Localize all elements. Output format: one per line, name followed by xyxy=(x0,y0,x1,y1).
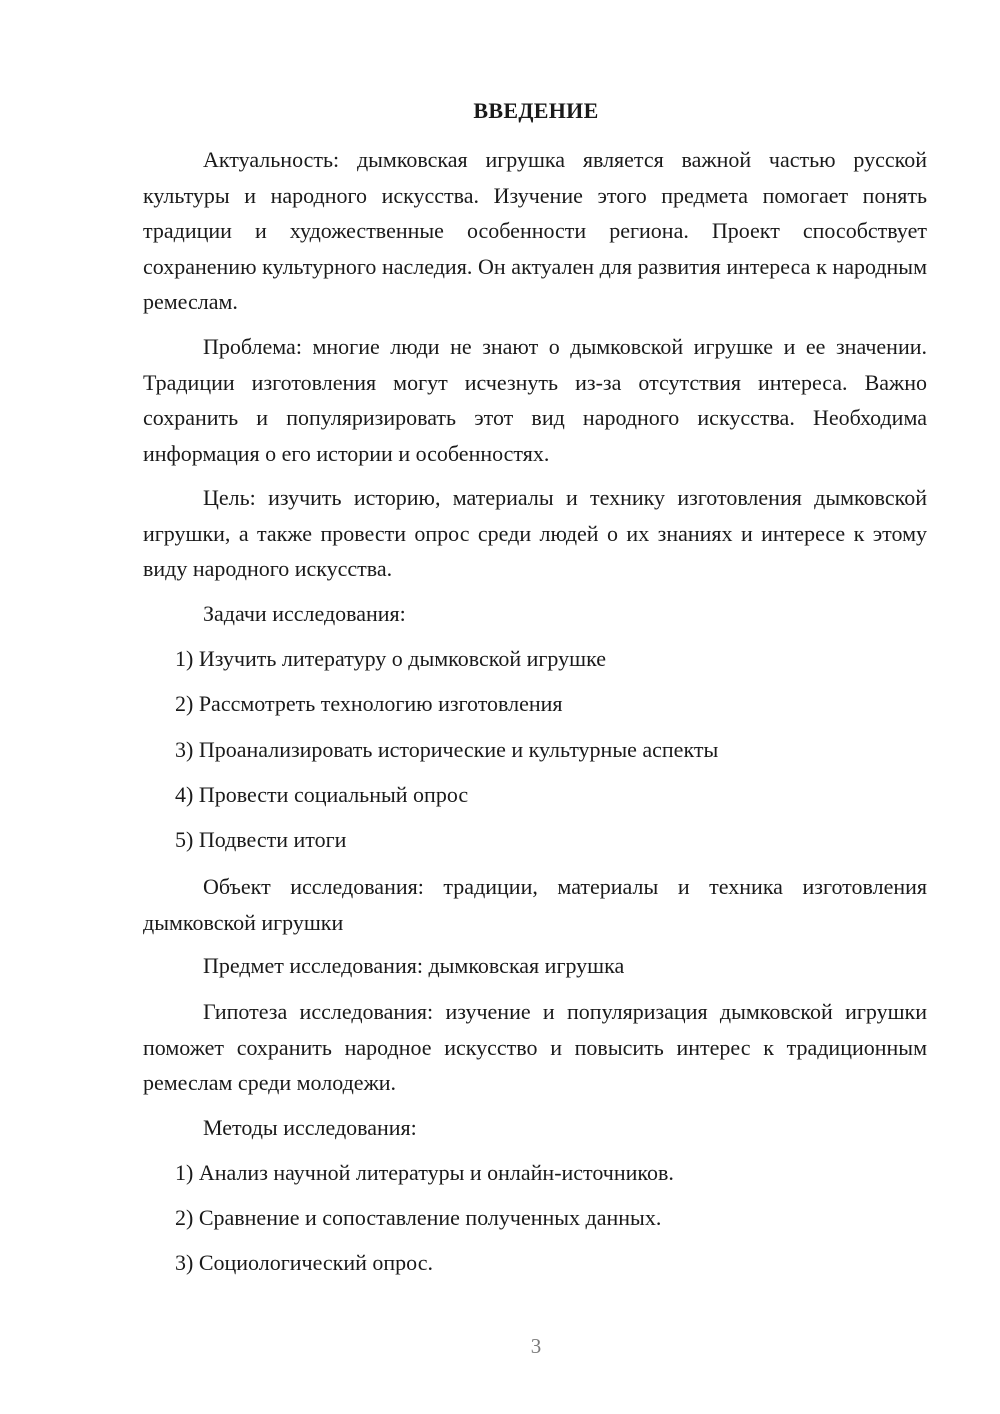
task-item: 1) Изучить литературу о дымковской игрушке xyxy=(175,646,606,671)
task-item: 4) Провести социальный опрос xyxy=(175,782,469,807)
tasks-heading: Задачи исследования: xyxy=(203,601,406,626)
subject-line: Предмет исследования: дымковская игрушка xyxy=(203,953,625,978)
task-item: 5) Подвести итоги xyxy=(175,827,347,852)
section-heading: ВВЕДЕНИЕ xyxy=(473,98,599,123)
hypothesis-paragraph: Гипотеза исследования: изучение и популяризация дымковской игрушки поможет сохранить народное искусство и повысить интерес к традиционным ремеслам среди молодежи. xyxy=(143,999,927,1095)
object-paragraph: Объект исследования: традиции, материалы и техника изготовления дымковской игрушки xyxy=(143,874,927,935)
page-number: 3 xyxy=(530,1334,542,1358)
method-item: 1) Анализ научной литературы и онлайн-источников. xyxy=(175,1160,674,1185)
goal-paragraph: Цель: изучить историю, материалы и технику изготовления дымковской игрушки, а также провести опрос среди людей о их знаниях и интересе к этому виду народного искусства. xyxy=(143,485,927,581)
task-item: 3) Проанализировать исторические и культурные аспекты xyxy=(175,737,719,762)
relevance-paragraph: Актуальность: дымковская игрушка является важной частью русской культуры и народного искусства. Изучение этого предмета помогает понять традиции и художественные особенности региона. Проект способствует сохранению культурного наследия. Он актуален для развития интереса к народным ремеслам. xyxy=(143,147,927,314)
problem-paragraph: Проблема: многие люди не знают о дымковской игрушке и ее значении. Традиции изготовления могут исчезнуть из-за отсутствия интереса. Важно сохранить и популяризировать этот вид народного искусства. Необходима информация о его истории и особенностях. xyxy=(143,334,927,466)
method-item: 2) Сравнение и сопоставление полученных данных. xyxy=(175,1205,662,1230)
methods-heading: Методы исследования: xyxy=(203,1115,417,1140)
method-item: 3) Социологический опрос. xyxy=(175,1250,433,1275)
task-item: 2) Рассмотреть технологию изготовления xyxy=(175,691,563,716)
